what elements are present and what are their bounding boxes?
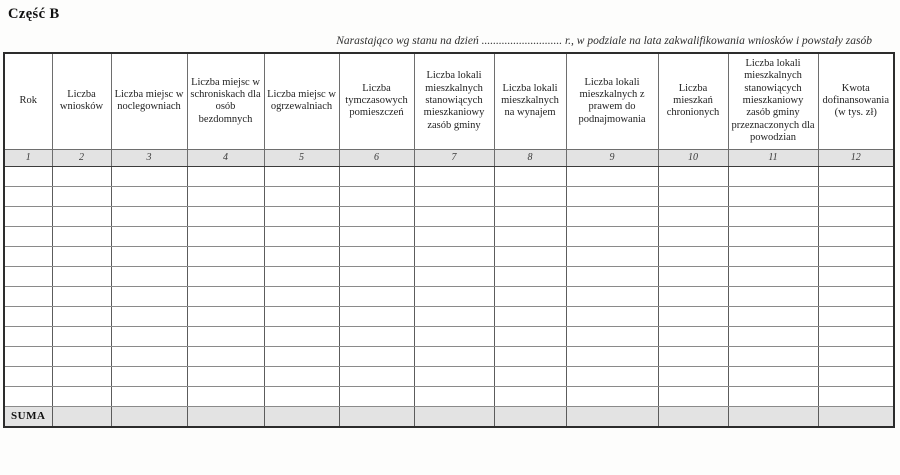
- empty-cell: [658, 386, 728, 406]
- empty-cell: [566, 226, 658, 246]
- empty-cell: [658, 326, 728, 346]
- empty-cell: [187, 206, 264, 226]
- empty-cell: [566, 306, 658, 326]
- suma-label: SUMA: [4, 406, 52, 427]
- empty-cell: [658, 306, 728, 326]
- empty-cell: [111, 346, 187, 366]
- suma-cell: [494, 406, 566, 427]
- table-row: [4, 306, 894, 326]
- empty-cell: [111, 206, 187, 226]
- empty-cell: [818, 286, 894, 306]
- empty-cell: [111, 246, 187, 266]
- empty-cell: [4, 346, 52, 366]
- empty-cell: [111, 166, 187, 186]
- empty-cell: [111, 186, 187, 206]
- empty-cell: [414, 186, 494, 206]
- part-b-table: [3, 52, 895, 428]
- column-header: Rok: [4, 53, 52, 149]
- table-head: [4, 53, 894, 166]
- empty-cell: [818, 166, 894, 186]
- empty-cell: [339, 346, 414, 366]
- empty-cell: [658, 346, 728, 366]
- empty-cell: [658, 286, 728, 306]
- empty-cell: [728, 366, 818, 386]
- empty-cell: [494, 326, 566, 346]
- empty-cell: [4, 286, 52, 306]
- empty-cell: [264, 346, 339, 366]
- table-row: [4, 326, 894, 346]
- column-number: 9: [566, 149, 658, 166]
- suma-cell: [566, 406, 658, 427]
- empty-cell: [4, 226, 52, 246]
- suma-cell: [728, 406, 818, 427]
- empty-cell: [339, 266, 414, 286]
- suma-cell: [111, 406, 187, 427]
- table-row: [4, 226, 894, 246]
- empty-cell: [52, 166, 111, 186]
- empty-cell: [818, 386, 894, 406]
- empty-cell: [111, 366, 187, 386]
- empty-cell: [494, 266, 566, 286]
- column-number: 5: [264, 149, 339, 166]
- column-number: 7: [414, 149, 494, 166]
- empty-cell: [566, 206, 658, 226]
- empty-cell: [414, 266, 494, 286]
- column-number: 1: [4, 149, 52, 166]
- column-number-row: [4, 149, 894, 166]
- table-row: [4, 366, 894, 386]
- empty-cell: [339, 246, 414, 266]
- empty-cell: [339, 366, 414, 386]
- empty-cell: [52, 286, 111, 306]
- empty-cell: [111, 226, 187, 246]
- empty-cell: [658, 166, 728, 186]
- empty-cell: [52, 226, 111, 246]
- empty-cell: [414, 326, 494, 346]
- empty-cell: [566, 166, 658, 186]
- empty-cell: [52, 266, 111, 286]
- empty-cell: [4, 186, 52, 206]
- column-number: 8: [494, 149, 566, 166]
- empty-cell: [187, 386, 264, 406]
- empty-cell: [4, 166, 52, 186]
- empty-cell: [658, 246, 728, 266]
- empty-cell: [339, 386, 414, 406]
- empty-cell: [728, 166, 818, 186]
- empty-cell: [414, 386, 494, 406]
- column-number: 4: [187, 149, 264, 166]
- suma-cell: [658, 406, 728, 427]
- empty-cell: [111, 326, 187, 346]
- empty-cell: [494, 166, 566, 186]
- empty-cell: [339, 186, 414, 206]
- column-header: Kwota dofinansowania (w tys. zł): [818, 53, 894, 149]
- empty-cell: [264, 366, 339, 386]
- empty-cell: [658, 186, 728, 206]
- empty-cell: [52, 386, 111, 406]
- suma-cell: [414, 406, 494, 427]
- empty-cell: [111, 286, 187, 306]
- empty-cell: [264, 386, 339, 406]
- empty-cell: [494, 186, 566, 206]
- empty-cell: [818, 306, 894, 326]
- suma-cell: [339, 406, 414, 427]
- empty-cell: [187, 266, 264, 286]
- column-number: 12: [818, 149, 894, 166]
- empty-cell: [818, 266, 894, 286]
- column-header: Liczba lokali mieszkalnych na wynajem: [494, 53, 566, 149]
- table-caption: Narastająco wg stanu na dzień ............................ r., w podziale na lata zakwalifikowania wniosków i powstały zasób: [336, 35, 872, 47]
- empty-cell: [728, 266, 818, 286]
- table-row: [4, 266, 894, 286]
- empty-cell: [339, 166, 414, 186]
- empty-cell: [414, 286, 494, 306]
- empty-cell: [339, 326, 414, 346]
- empty-cell: [494, 206, 566, 226]
- empty-cell: [818, 326, 894, 346]
- table-row: [4, 286, 894, 306]
- empty-cell: [414, 226, 494, 246]
- empty-cell: [111, 266, 187, 286]
- empty-cell: [728, 226, 818, 246]
- empty-cell: [52, 366, 111, 386]
- empty-cell: [264, 226, 339, 246]
- column-number: 11: [728, 149, 818, 166]
- empty-cell: [658, 206, 728, 226]
- empty-cell: [818, 346, 894, 366]
- empty-cell: [187, 326, 264, 346]
- empty-cell: [264, 246, 339, 266]
- table-row: [4, 186, 894, 206]
- empty-cell: [264, 306, 339, 326]
- empty-cell: [566, 266, 658, 286]
- empty-cell: [4, 386, 52, 406]
- empty-cell: [339, 226, 414, 246]
- empty-cell: [414, 306, 494, 326]
- empty-cell: [414, 166, 494, 186]
- empty-cell: [414, 346, 494, 366]
- empty-cell: [187, 226, 264, 246]
- column-number: 6: [339, 149, 414, 166]
- empty-cell: [52, 326, 111, 346]
- empty-cell: [818, 246, 894, 266]
- empty-cell: [728, 386, 818, 406]
- empty-cell: [187, 166, 264, 186]
- empty-cell: [52, 246, 111, 266]
- column-header: Liczba wniosków: [52, 53, 111, 149]
- empty-cell: [494, 246, 566, 266]
- table-row: [4, 386, 894, 406]
- empty-cell: [4, 366, 52, 386]
- empty-cell: [4, 266, 52, 286]
- empty-cell: [339, 286, 414, 306]
- empty-cell: [187, 346, 264, 366]
- table-row: [4, 246, 894, 266]
- column-header: Liczba lokali mieszkalnych stanowiących mieszkaniowy zasób gminy: [414, 53, 494, 149]
- empty-cell: [566, 366, 658, 386]
- empty-cell: [264, 286, 339, 306]
- empty-cell: [339, 306, 414, 326]
- empty-cell: [818, 366, 894, 386]
- table-row: [4, 166, 894, 186]
- empty-cell: [52, 306, 111, 326]
- table-row: [4, 346, 894, 366]
- empty-cell: [494, 366, 566, 386]
- empty-cell: [187, 186, 264, 206]
- empty-cell: [187, 306, 264, 326]
- empty-cell: [414, 246, 494, 266]
- empty-cell: [264, 326, 339, 346]
- column-number: 10: [658, 149, 728, 166]
- empty-cell: [728, 326, 818, 346]
- empty-cell: [414, 206, 494, 226]
- empty-cell: [494, 346, 566, 366]
- empty-cell: [339, 206, 414, 226]
- empty-cell: [264, 186, 339, 206]
- column-header: Liczba lokali mieszkalnych stanowiących mieszkaniowy zasób gminy przeznaczonych dla powodzian: [728, 53, 818, 149]
- empty-cell: [658, 266, 728, 286]
- empty-cell: [264, 166, 339, 186]
- page-title: Część B: [8, 6, 60, 22]
- suma-row: [4, 406, 894, 427]
- empty-cell: [111, 306, 187, 326]
- column-number: 2: [52, 149, 111, 166]
- empty-cell: [494, 306, 566, 326]
- empty-cell: [187, 246, 264, 266]
- empty-cell: [566, 286, 658, 306]
- empty-cell: [414, 366, 494, 386]
- empty-cell: [728, 306, 818, 326]
- empty-cell: [818, 226, 894, 246]
- empty-cell: [187, 366, 264, 386]
- empty-cell: [264, 266, 339, 286]
- column-header: Liczba miejsc w noclegowniach: [111, 53, 187, 149]
- suma-cell: [818, 406, 894, 427]
- column-header: Liczba lokali mieszkalnych z prawem do podnajmowania: [566, 53, 658, 149]
- empty-cell: [566, 326, 658, 346]
- empty-cell: [728, 286, 818, 306]
- empty-cell: [494, 286, 566, 306]
- empty-cell: [658, 226, 728, 246]
- column-number: 3: [111, 149, 187, 166]
- header-row: [4, 53, 894, 149]
- empty-cell: [566, 386, 658, 406]
- suma-cell: [52, 406, 111, 427]
- empty-cell: [566, 186, 658, 206]
- empty-cell: [728, 346, 818, 366]
- empty-cell: [52, 206, 111, 226]
- empty-cell: [52, 346, 111, 366]
- empty-cell: [264, 206, 339, 226]
- empty-cell: [566, 346, 658, 366]
- column-header: Liczba miejsc w ogrzewalniach: [264, 53, 339, 149]
- empty-cell: [111, 386, 187, 406]
- empty-cell: [494, 386, 566, 406]
- empty-cell: [728, 206, 818, 226]
- empty-cell: [52, 186, 111, 206]
- empty-cell: [818, 186, 894, 206]
- table-body: [4, 166, 894, 427]
- empty-cell: [4, 306, 52, 326]
- suma-cell: [187, 406, 264, 427]
- empty-cell: [818, 206, 894, 226]
- empty-cell: [4, 326, 52, 346]
- empty-cell: [566, 246, 658, 266]
- suma-cell: [264, 406, 339, 427]
- column-header: Liczba mieszkań chronionych: [658, 53, 728, 149]
- empty-cell: [4, 206, 52, 226]
- empty-cell: [494, 226, 566, 246]
- column-header: Liczba miejsc w schroniskach dla osób bezdomnych: [187, 53, 264, 149]
- empty-cell: [658, 366, 728, 386]
- column-header: Liczba tymczasowych pomieszczeń: [339, 53, 414, 149]
- empty-cell: [187, 286, 264, 306]
- empty-cell: [728, 186, 818, 206]
- empty-cell: [728, 246, 818, 266]
- empty-cell: [4, 246, 52, 266]
- table-row: [4, 206, 894, 226]
